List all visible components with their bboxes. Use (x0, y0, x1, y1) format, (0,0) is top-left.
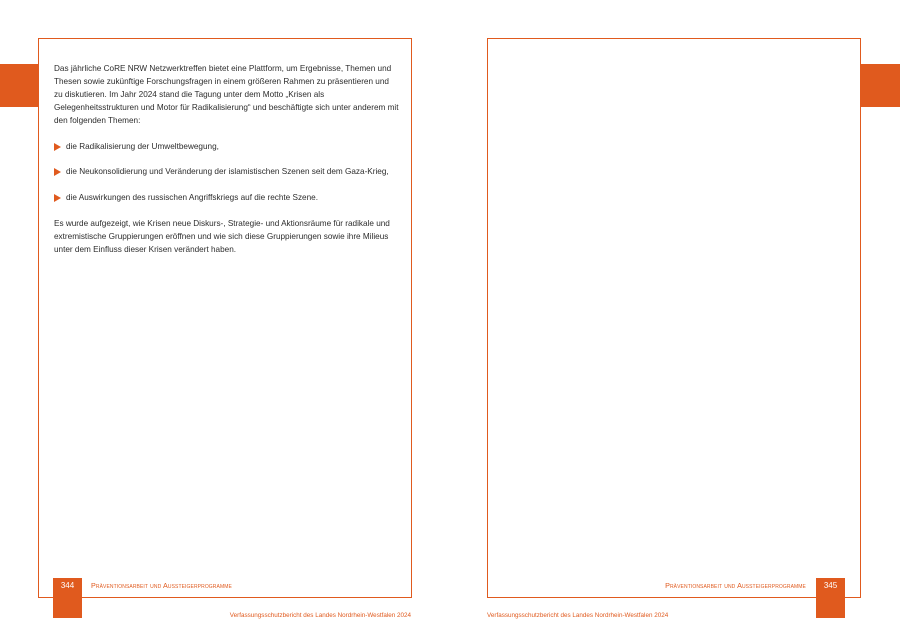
list-item (54, 141, 399, 154)
list-item-text: die Auswirkungen des russischen Angriffskriegs auf die rechte Szene. (66, 193, 318, 203)
footer-left: Verfassungsschutzbericht des Landes Nordrhein-Westfalen 2024 (229, 612, 411, 619)
list-item (54, 166, 399, 179)
section-title-left: Präventionsarbeit und Aussteigerprogramme (91, 581, 232, 590)
bullet-arrow-icon (54, 143, 61, 151)
section-title-right: Präventionsarbeit und Aussteigerprogramme (665, 581, 806, 590)
page-number-left: 344 (53, 578, 82, 618)
outro-paragraph: Es wurde aufgezeigt, wie Krisen neue Diskurs-, Strategie- und Aktionsräume für radikale und extremistische Gruppierungen eröffnen und wie sich diese Gruppierungen sowie ihre Milieus unter dem Einfluss dieser Krisen verändert haben. (54, 219, 390, 254)
list-item (54, 192, 399, 205)
list-item-text: die Radikalisierung der Umweltbewegung, (66, 141, 219, 151)
right-page-frame (487, 38, 861, 598)
page-number-right: 345 (816, 578, 845, 618)
left-edge-tab (0, 64, 38, 107)
right-edge-tab (861, 64, 900, 107)
bullet-arrow-icon (54, 194, 61, 202)
list-item-text: die Neukonsolidierung und Veränderung der islamistischen Szenen seit dem Gaza-Krieg, (66, 167, 389, 177)
footer-right: Verfassungsschutzbericht des Landes Nordrhein-Westfalen 2024 (487, 612, 669, 619)
topic-list (54, 141, 399, 206)
intro-paragraph: Das jährliche CoRE NRW Netzwerktreffen bietet eine Plattform, um Ergebnisse, Themen und Thesen sowie zukünftige Forschungsfragen in einem größeren Rahmen zu präsentieren und zu diskutieren. Im Jahr 2024 stand die Tagung unter dem Motto „Krisen als Gelegenheitsstrukturen und Motor für Radikalisierung“ und beschäftigte sich unter anderem mit den folgenden Themen: (54, 64, 399, 125)
left-page-content (54, 63, 399, 270)
bullet-arrow-icon (54, 168, 61, 176)
